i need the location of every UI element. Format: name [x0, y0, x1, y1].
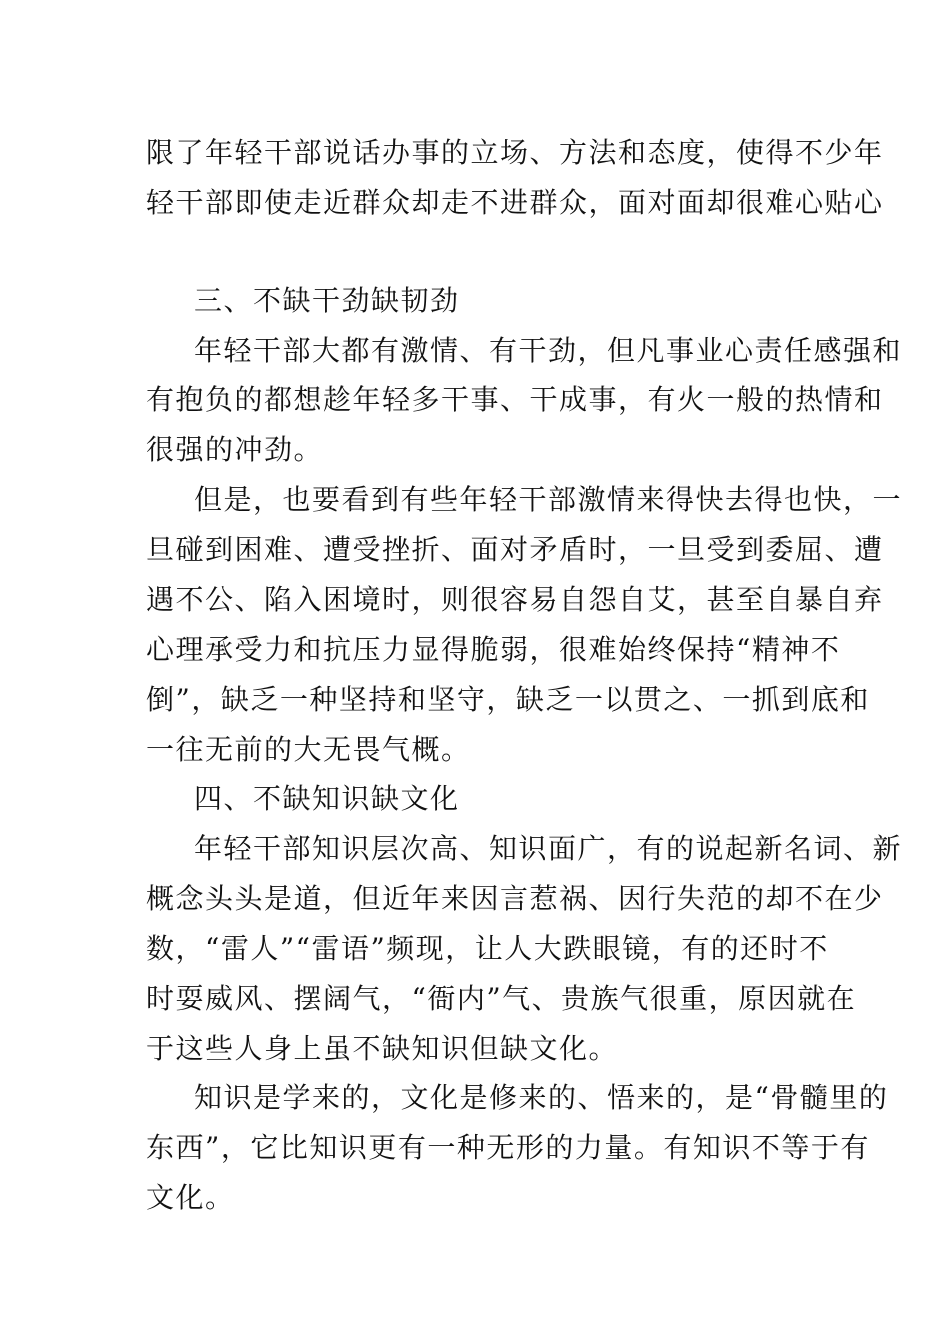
text-line-11: 倒”，缺乏一种坚持和坚守，缺乏一以贯之、一抓到底和 — [146, 683, 870, 716]
text-line-19: 知识是学来的，文化是修来的、悟来的，是“骨髓里的 — [194, 1081, 889, 1114]
section-heading-3: 三、不缺干劲缺韧劲 — [194, 284, 460, 317]
text-line-17: 时耍威风、摆阔气，“衙内”气、贵族气很重，原因就在 — [146, 982, 857, 1015]
text-line-6: 很强的冲劲。 — [146, 433, 324, 466]
text-line-5: 有抱负的都想趁年轻多干事、干成事，有火一般的热情和 — [146, 383, 884, 416]
text-line-18: 于这些人身上虽不缺知识但缺文化。 — [146, 1032, 619, 1065]
text-line-4: 年轻干部大都有激情、有干劲，但凡事业心责任感强和 — [194, 334, 903, 367]
text-line-20: 东西”，它比知识更有一种无形的力量。有知识不等于有 — [146, 1131, 870, 1164]
section-heading-4: 四、不缺知识缺文化 — [194, 782, 460, 815]
text-line-21: 文化。 — [146, 1181, 235, 1214]
text-line-7: 但是，也要看到有些年轻干部激情来得快去得也快，一 — [194, 483, 903, 516]
text-line-9: 遇不公、陷入困境时，则很容易自怨自艾，甚至自暴自弃 — [146, 583, 884, 616]
text-line-12: 一往无前的大无畏气概。 — [146, 733, 471, 766]
text-line-14: 年轻干部知识层次高、知识面广，有的说起新名词、新 — [194, 832, 903, 865]
text-line-16: 数，“雷人”“雷语”频现，让人大跌眼镜，有的还时不 — [146, 932, 829, 965]
text-line-8: 旦碰到困难、遭受挫折、面对矛盾时，一旦受到委屈、遭 — [146, 533, 884, 566]
text-line-10: 心理承受力和抗压力显得脆弱，很难始终保持“精神不 — [146, 633, 841, 666]
text-line-1: 限了年轻干部说话办事的立场、方法和态度，使得不少年 — [146, 136, 884, 169]
text-line-15: 概念头头是道，但近年来因言惹祸、因行失范的却不在少 — [146, 882, 884, 915]
text-line-2: 轻干部即使走近群众却走不进群众，面对面却很难心贴心 — [146, 186, 884, 219]
